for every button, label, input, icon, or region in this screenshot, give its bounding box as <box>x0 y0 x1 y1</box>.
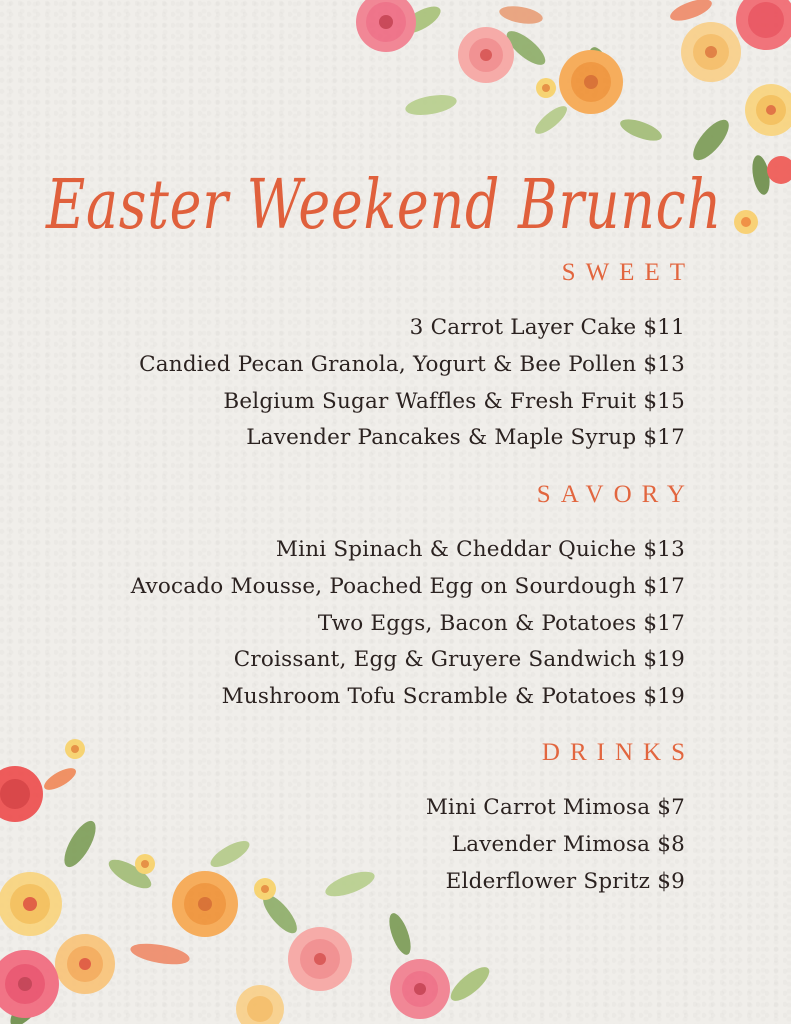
menu-item: Mushroom Tofu Scramble & Potatoes $19 <box>221 684 685 710</box>
menu-item: Candied Pecan Granola, Yogurt & Bee Pollen $13 <box>139 351 685 377</box>
menu-title <box>40 150 730 260</box>
section-heading: SWEET <box>561 259 695 286</box>
menu-item: Mini Carrot Mimosa $7 <box>425 795 685 820</box>
section-savory <box>130 480 695 716</box>
menu-item: Elderflower Spritz $9 <box>445 868 685 894</box>
menu-item: Avocado Mousse, Poached Egg on Sourdough $17 <box>130 573 685 599</box>
menu-item: Two Eggs, Bacon & Potatoes $17 <box>317 610 685 636</box>
section-sweet <box>139 258 695 457</box>
menu-item: 3 Carrot Layer Cake $11 <box>409 315 685 340</box>
menu-item: Lavender Mimosa $8 <box>451 831 685 857</box>
menu-item: Lavender Pancakes & Maple Syrup $17 <box>246 425 685 451</box>
svg-text:Easter Weekend Brunch: Easter Weekend Brunch <box>44 166 723 245</box>
menu-item: Belgium Sugar Waffles & Fresh Fruit $15 <box>223 388 685 414</box>
section-heading: SAVORY <box>536 481 695 508</box>
section-drinks <box>425 738 695 900</box>
section-heading: DRINKS <box>541 739 695 766</box>
menu-item: Croissant, Egg & Gruyere Sandwich $19 <box>233 647 685 673</box>
menu-item: Mini Spinach & Cheddar Quiche $13 <box>275 537 685 562</box>
